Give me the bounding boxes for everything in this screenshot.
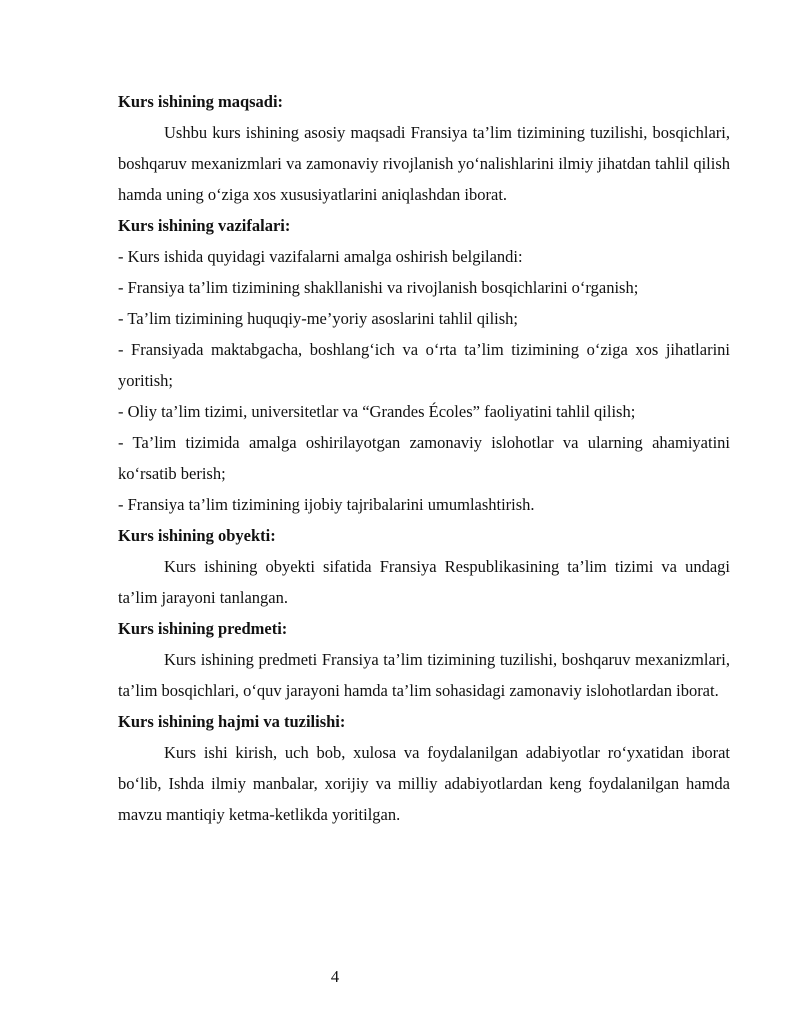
heading-obyekt: Kurs ishining obyekti:: [118, 526, 276, 545]
list-item: - Ta’lim tizimida amalga oshirilayotgan zamonaviy islohotlar va ularning ahamiyatini ko‘rsatib berish;: [118, 433, 730, 483]
heading-vazifalar: Kurs ishining vazifalari:: [118, 216, 291, 235]
page-number: 4: [330, 967, 340, 986]
heading-hajm: Kurs ishining hajmi va tuzilishi:: [118, 712, 346, 731]
heading-predmet: Kurs ishining predmeti:: [118, 619, 288, 638]
list-item: - Oliy ta’lim tizimi, universitetlar va “Grandes Écoles” faoliyatini tahlil qilish;: [118, 402, 636, 421]
page-content: [118, 86, 730, 830]
paragraph-hajm: Kurs ishi kirish, uch bob, xulosa va foydalanilgan adabiyotlar ro‘yxatidan iborat bo‘lib, Ishda ilmiy manbalar, xorijiy va milliy adabiyotlardan keng foydalanilgan hamda mavzu mantiqiy ketma-ketlikda yoritilgan.: [118, 743, 730, 824]
paragraph-predmet: Kurs ishining predmeti Fransiya ta’lim tizimining tuzilishi, boshqaruv mexanizmlari, ta’lim bosqichlari, o‘quv jarayoni hamda ta’lim sohasidagi zamonaviy islohotlardan iborat.: [118, 650, 730, 700]
paragraph-obyekt: Kurs ishining obyekti sifatida Fransiya Respublikasining ta’lim tizimi va undagi ta’lim jarayoni tanlangan.: [118, 557, 730, 607]
heading-maqsad: Kurs ishining maqsadi:: [118, 92, 284, 111]
list-item: - Kurs ishida quyidagi vazifalarni amalga oshirish belgilandi:: [118, 247, 523, 266]
list-item: - Ta’lim tizimining huquqiy-me’yoriy asoslarini tahlil qilish;: [118, 309, 518, 328]
paragraph-maqsad: Ushbu kurs ishining asosiy maqsadi Fransiya ta’lim tizimining tuzilishi, bosqichlari, boshqaruv mexanizmlari va zamonaviy rivojlanish yo‘nalishlarini ilmiy jihatdan tahlil qilish hamda uning o‘ziga xos xususiyatlarini aniqlashdan iborat.: [118, 123, 730, 204]
list-item: - Fransiya ta’lim tizimining shakllanishi va rivojlanish bosqichlarini o‘rganish;: [118, 278, 639, 297]
list-item: - Fransiyada maktabgacha, boshlang‘ich va o‘rta ta’lim tizimining o‘ziga xos jihatlarini yoritish;: [118, 340, 730, 390]
list-item: - Fransiya ta’lim tizimining ijobiy tajribalarini umumlashtirish.: [118, 495, 535, 514]
